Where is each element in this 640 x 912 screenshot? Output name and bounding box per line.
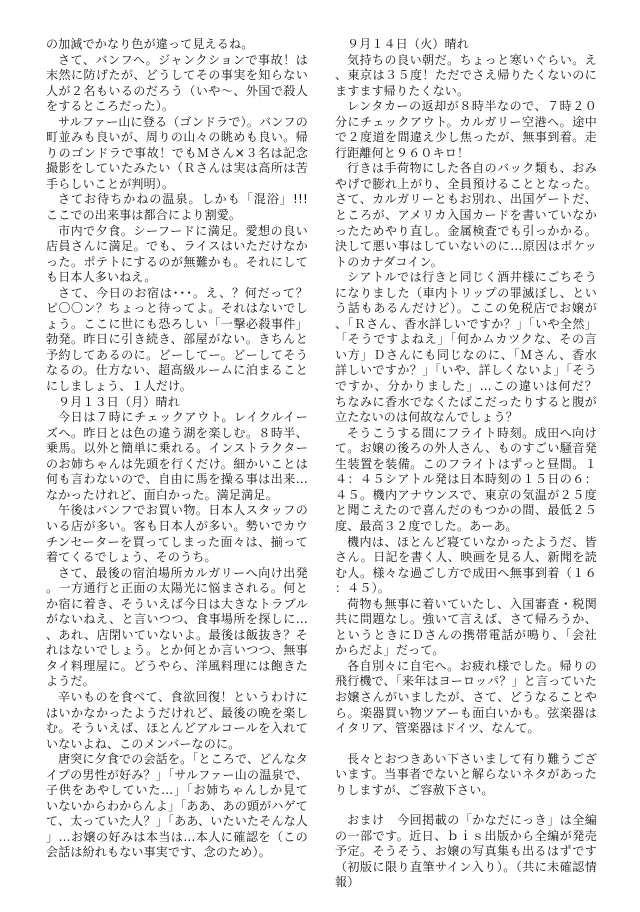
paragraph: そうこうする間にフライト時刻。成田へ向けて。お嬢の後ろの外人さん、ものすごい騒音発生装置を装備。このフライトはずっと昼間。１４：４５シアトル発は日本時刻の１５日の６：４５。機内アナウンスで、東京の気温が２５度と聞こえたので喜んだのもつかの間、最低２５度、最高３２度でした。あーあ。 [335, 425, 597, 533]
left-column [46, 37, 321, 861]
paragraph: 機内は、ほとんど寝ていなかったようだ、皆さん。日記を書く人、映画を見る人、新聞を読む人。様々な過ごし方で成田へ無事到着（１６：４５）。 [335, 534, 597, 596]
paragraph: 荷物も無事に着いていたし、入国審査・税関共に問題なし。強いて言えば、さて帰ろうか、というときにＤさんの携帯電話が鳴り、「会社からだよ」だって。 [335, 596, 597, 658]
paragraph: 長々とおつきあい下さいまして有り難うございます。当事者でないと解らないネタがあったりしますが、ご容赦下さい。 [335, 751, 597, 797]
paragraph: さて、今日のお宿は･･･。え、？何だって？ピ〇〇ン？ちょっと待ってよ。それはないでしょう。ここに世にも恐ろしい「一撃必殺事件」勃発。昨日に引き続き、部屋がない。きちんと予約してあるのに。どーしてー。どーしてそうなるの。仕方ない、超高級ルームに泊まることにしましょう、１人だけ。 [46, 285, 308, 394]
right-column [335, 37, 610, 891]
paragraph: 市内で夕食。シーフードに満足。愛想の良い店員さんに満足。でも、ライスはいただけなかった。ポテトにするのが無難かも。それにしても日本人多いねえ。 [46, 223, 308, 285]
paragraph: 気持ちの良い朝だ。ちょっと寒いぐらい。え、東京は３５度！ただでさえ帰りたくないのにますます帰りたくない。 [335, 52, 597, 98]
paragraph: ９月１４日（火）晴れ [347, 37, 470, 51]
paragraph: 今日は７時にチェックアウト。レイクルイーズへ。昨日とは色の違う湖を楽しむ。８時半、乗馬。以外と簡単に乗れる。インストラクターのお姉ちゃんは先頭を行くだけ。細かいことは何も言わないので、自由に馬を操る事は出来…なかったけれど、面白かった。満足満足。 [46, 410, 308, 502]
paragraph: シアトルでは行きと同じく酒井様にごちそうになりました（車内トリップの罪滅ぼし、という話もあるんだけど）。ここの免税店でお嬢が、「Ｒさん、香水詳しいですか？」「いや全然」「そうですよねえ」「何かムカツクな、その言い方」Ｄさんにも同じなのに、「Ｍさん、香水詳しいですか？」「いや、詳しくないよ」「そうですか、分かりました」…この違いは何だ？ ちなみに香水でなくたばこだったりすると腹が立たないのは何故なんでしょう？ [335, 270, 610, 425]
paragraph: ９月１３日（月）晴れ [58, 394, 181, 409]
paragraph: サルファー山に登る（ゴンドラで）。バンフの町並みも良いが、周りの山々の眺めも良い。帰りのゴンドラで事故！でもＭさん×３名は記念撮影をしていたみたい（Ｒさんは実は高所は苦手らしいことが判明）。 [46, 114, 308, 191]
paragraph: レンタカーの返却が８時半なので、７時２０分にチェックアウト。カルガリー空港へ。途中で２度道を間違え少し焦ったが、無事到着。走行距離何と９６０キロ！ [335, 99, 597, 160]
paragraph: おまけ 今回掲載の「かなだにっき」は全編の一部です。近日、ｂｉｓ出版から全編が発売予定。そうそう、お嬢の写真集も出るはずです（初版に限り直筆サイン入り）。（共に未確認情報） [335, 813, 597, 890]
paragraph: の加減でかなり色が違って見えるね。 [46, 37, 254, 51]
paragraph: 午後はバンフでお買い物。日本人スタッフのいる店が多い。客も日本人が多い。勢いでカウチンセーターを買ってしまった面々は、揃って着てくるでしょう、そのうち。 [46, 503, 308, 565]
paragraph: さて、バンフへ。ジャンクションで事故！は末然に防げたが、どうしてその事実を知らない人が２名もいるのだろう（いや〜、外国で殺人をするところだった）。 [46, 52, 308, 114]
paragraph-gap [335, 737, 597, 752]
paragraph: 辛いものを食べて、食欲回復！というわけにはいかなかったようだけれど、最後の晩を楽しむ。そういえば、ほとんどアルコールを入れていないよね、このメンバーなのに。 [46, 689, 308, 751]
paragraph-gap [335, 798, 597, 813]
paragraph: 唐突に夕食での会話を。「ところで、どんなタイプの男性が好み？」「サルファー山の温泉で、子供をあやしていた…」「お姉ちゃんしか見ていないからわからんよ」「ああ、あの頭がハゲてて、太っていた人？」「ああ、いたいたそんな人」…お嬢の好みは本当は…本人に確認を（この会話は紛れもない事実です、念のため）。 [46, 752, 308, 860]
paragraph: さて、最後の宿泊場所カルガリーへ向け出発。一方通行と正面の太陽光に悩まされる。何とか宿に着き、そういえば今日は大きなトラブルがないねえ、と言いつつ、食事場所を探しに…、あれ、店閉いていないよ。最後は飯抜き？それはないでしょう。とか何とか言いつつ、無事タイ料理屋に。どうやら、洋風料理には飽きたようだ。 [46, 565, 308, 689]
paragraph: 行きは手荷物にした各自のバック類も、おみやげで膨れ上がり、全員預けることとなった。さて、カルガリーともお別れ、出国ゲートだ、ところが、アメリカ入国カードを書いていなかったためやり直し。金属検査でも引っかかる。決して悪い事はしていないのに…原因はポケットのカナダコイン。 [335, 161, 597, 269]
paragraph: 各自別々に自宅へ。お疲れ様でした。帰りの飛行機で、「来年はヨーロッパ？」と言っていたお嬢さんがいましたが、さて、どうなることやら。楽器買い物ツアーも面白いかも。弦楽器はイタリア、管楽器はドイツ、なんて。 [335, 658, 597, 736]
paragraph: さてお待ちかねの温泉。しかも「混浴」!!! ここでの出来事は都合により割愛。 [46, 192, 321, 223]
